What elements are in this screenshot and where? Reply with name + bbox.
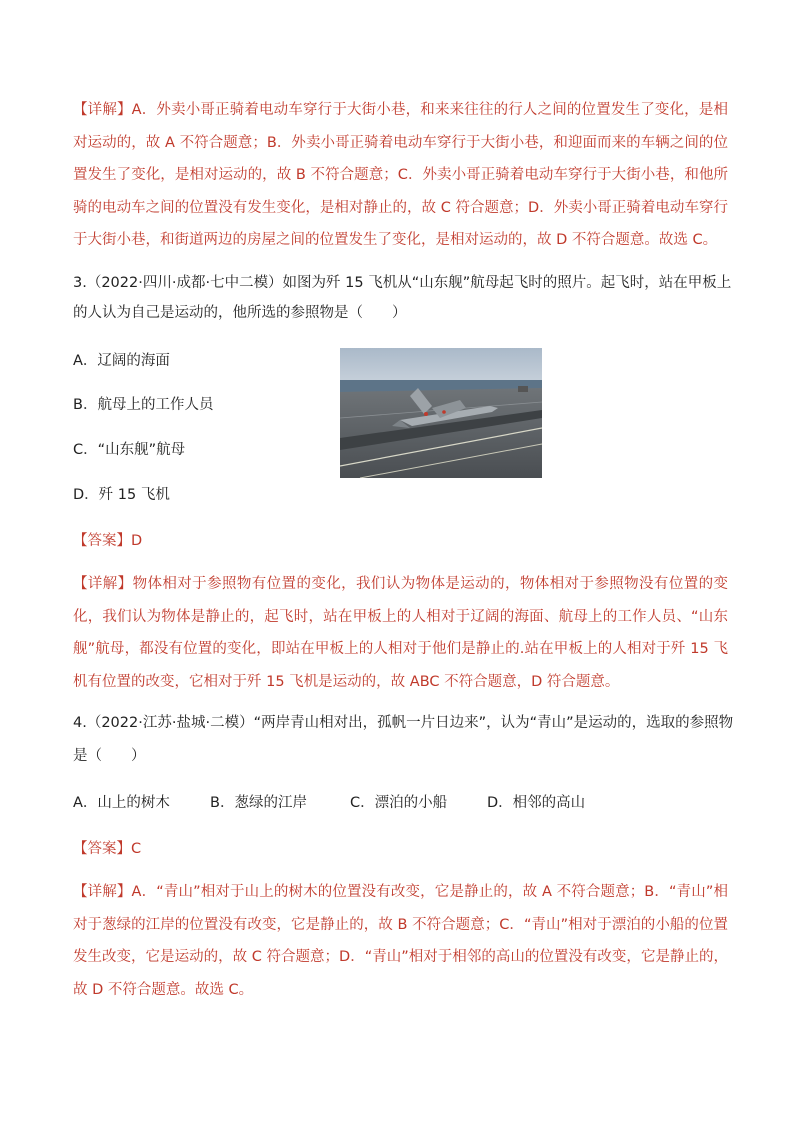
q4-option-d: D．相邻的高山 xyxy=(487,795,586,811)
detail-text: A．“青山”相对于山上的树木的位置没有改变，它是静止的，故 A 不符合题意；B．“青山”相对于葱绿的江岸的位置没有改变，它是静止的，故 B 不符合题意；C．“青山”相对于漂泊的小船的位置发生改变，它是运动的，故 C 符合题意；D．“青山”相对于相邻的高山的位置没有改变，它是静止的，故 D 不符合题意。故选 C。 xyxy=(73,884,729,998)
question-4-line-2: 是（ ） xyxy=(73,748,146,764)
q4-option-c: C．漂泊的小船 xyxy=(350,795,448,811)
detail-block-q4 xyxy=(73,876,728,1006)
answer-value: C xyxy=(131,841,142,857)
detail-block-q3 xyxy=(73,568,728,698)
q4-option-a: A．山上的树木 xyxy=(73,795,170,811)
question-4-line-1: 4.（2022·江苏·盐城·二模）“两岸青山相对出，孤帆一片日边来”，认为“青山”是运动的，选取的参照物 xyxy=(73,715,734,731)
q3-option-c: C．“山东舰”航母 xyxy=(73,442,186,458)
detail-tag: 【详解】 xyxy=(73,884,132,900)
q3-option-a: A．辽阔的海面 xyxy=(73,353,170,369)
question-3-line-2: 的人认为自己是运动的，他所选的参照物是（ ） xyxy=(73,305,407,321)
question-3-line-1: 3.（2022·四川·成都·七中二模）如图为歼 15 飞机从“山东舰”航母起飞时的照片。起飞时，站在甲板上 xyxy=(73,275,732,291)
q4-option-b: B．葱绿的江岸 xyxy=(210,795,307,811)
q4-answer xyxy=(73,838,141,860)
answer-tag: 【答案】 xyxy=(73,533,131,549)
q3-option-b: B．航母上的工作人员 xyxy=(73,397,214,413)
detail-block-q2 xyxy=(73,94,728,257)
detail-text: 物体相对于参照物有位置的变化，我们认为物体是运动的，物体相对于参照物没有位置的变化，我们认为物体是静止的，起飞时，站在甲板上的人相对于辽阔的海面、航母上的工作人员、“山东舰”航母，都没有位置的变化，即站在甲板上的人相对于他们是静止的.站在甲板上的人相对于歼 15 飞机有位置的改变，它相对于歼 15 飞机是运动的，故 ABC 不符合题意，D 符合题意。 xyxy=(73,576,729,690)
detail-tag: 【详解】 xyxy=(73,576,133,592)
answer-tag: 【答案】 xyxy=(73,841,131,857)
detail-tag: 【详解】 xyxy=(73,102,132,118)
q3-answer xyxy=(73,530,142,552)
detail-text: A．外卖小哥正骑着电动车穿行于大街小巷，和来来往往的行人之间的位置发生了变化，是相对运动的，故 A 不符合题意；B．外卖小哥正骑着电动车穿行于大街小巷，和迎面而来的车辆之间的位置发生了变化，是相对运动的，故 B 不符合题意；C．外卖小哥正骑着电动车穿行于大街小巷，和他所骑的电动车之间的位置没有发生变化，是相对静止的，故 C 符合题意；D．外卖小哥正骑着电动车穿行于大街小巷，和街道两边的房屋之间的位置发生了变化，是相对运动的，故 D 不符合题意。故选 C。 xyxy=(73,102,729,248)
q3-option-d: D．歼 15 飞机 xyxy=(73,487,170,503)
answer-value: D xyxy=(131,533,143,549)
aircraft-carrier-photo xyxy=(340,348,542,478)
